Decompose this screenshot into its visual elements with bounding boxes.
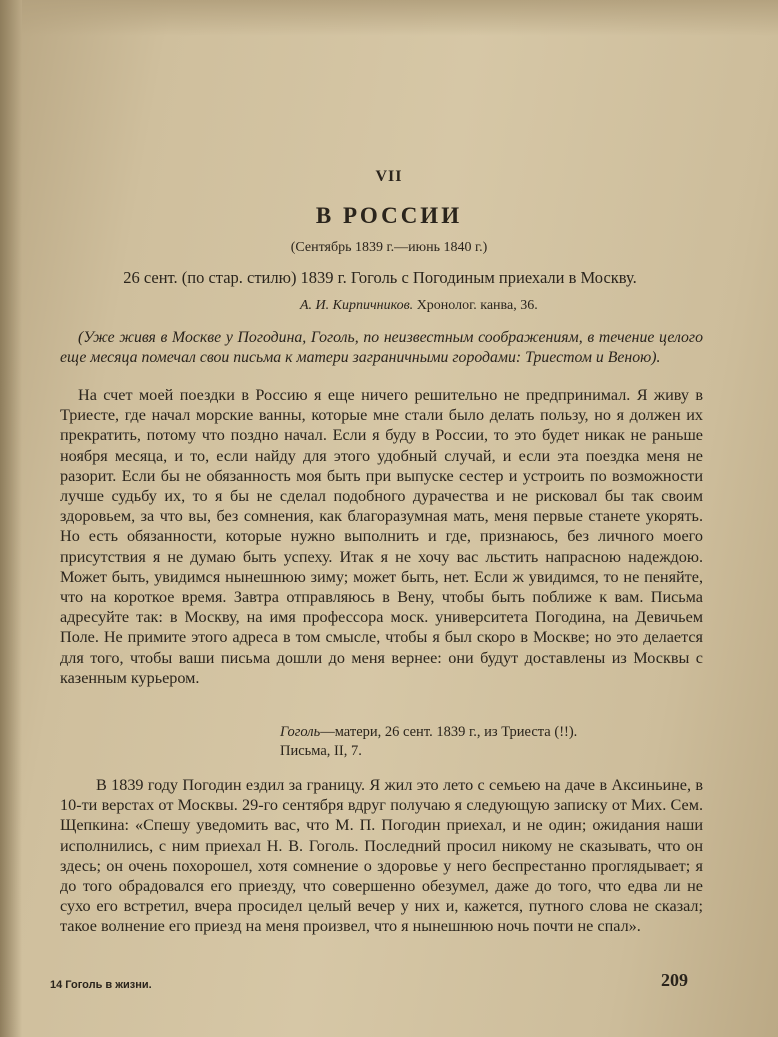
letter-source-line2: Письма, II, 7. [280,743,362,759]
page-binding-shadow [0,0,22,1037]
chapter-date-range: (Сентябрь 1839 г.—июнь 1840 г.) [290,240,488,255]
signature-mark: 14 Гоголь в жизни. [50,979,152,991]
letter-source-author: Гоголь [280,724,321,740]
memoir-paragraph: В 1839 году Погодин ездил за границу. Я жил это лето с семьею на даче в Аксиньине, в 10-ти верстах от Москвы. 29-го сентября вдруг получаю я следующую записку от Мих. Сем. Щепкина: «Спешу уведомить вас, что М. П. Погодин приехал, и не один; ожидания наши исполнились, с ним приехал Н. В. Гоголь. Последний просил никому не сказывать, что он здесь; он очень похорошел, хотя сомнение о здоровье у него беспрестанно проглядывает; я до того обрадовался его приезду, что совершенно обезумел, даже до того, что едва ли не сухо его встретил, вчера просидел целый вечер у них и, кажется, путного слова не сказал; такое волнение его приезд на меня произвел, что я нынешнюю ночь почти не спал». [60,776,703,936]
epigraph-work: Хронолог. канва, 36. [416,298,538,313]
page-number: 209 [661,970,688,990]
epigraph-source [300,298,538,314]
letter-source [280,723,700,761]
epigraph-text: 26 сент. (по стар. стилю) 1839 г. Гоголь с Погодиным приехали в Москву. [123,268,637,287]
letter-text: На счет моей поездки в Россию я еще ничего решительно не предпринимал. Я живу в Триесте, где начал морские ванны, которые мне стали было делать пользу, но я должен их прекратить, потому что поздно начал. Если я буду в России, то это будет никак не раньше ноября месяца, и то, если найду для этого удобный случай, и если эта поездка меня не разорит. Если бы не обязанность моя быть при выпуске сестер и устроить по возможности лучше судьбу их, то я бы не сделал подобного дурачества и не рисковал бы так своим здоровьем, за что вы, без сомнения, как благоразумная мать, меня первые станете укорять. Но есть обязанности, которые нужно выполнить и где, признаюсь, без личного моего присутствия я не думаю быть успеху. Итак я не хочу вас льстить напрасною надеждою. Может быть, увидимся нынешнюю зиму; может быть, нет. Если ж увидимся, то не пеняйте, что на короткое время. Завтра отправляюсь в Вену, чтобы быть поближе к вам. Письма адресуйте так: в Москву, на имя профессора моск. университета Погодина, на Девичьем Поле. Не примите этого адреса в том смысле, чтобы я был скоро в Москве; но это делается для того, чтобы ваши письма дошли до меня вернее: они будут доставлены из Москвы с казенным курьером. [60,386,703,687]
epigraph-author: А. И. Кирпичников. [300,298,414,313]
letter-source-rest: —матери, 26 сент. 1839 г., из Триеста (!!). [320,724,578,740]
chapter-number: VII [375,168,403,185]
editor-note: (Уже живя в Москве у Погодина, Гоголь, по неизвестным соображениям, в течение целого еще месяца помечал свои письма к матери заграничными городами: Триестом и Веною). [60,329,703,367]
page-top-edge [22,0,778,36]
chapter-title: В РОССИИ [315,203,463,228]
